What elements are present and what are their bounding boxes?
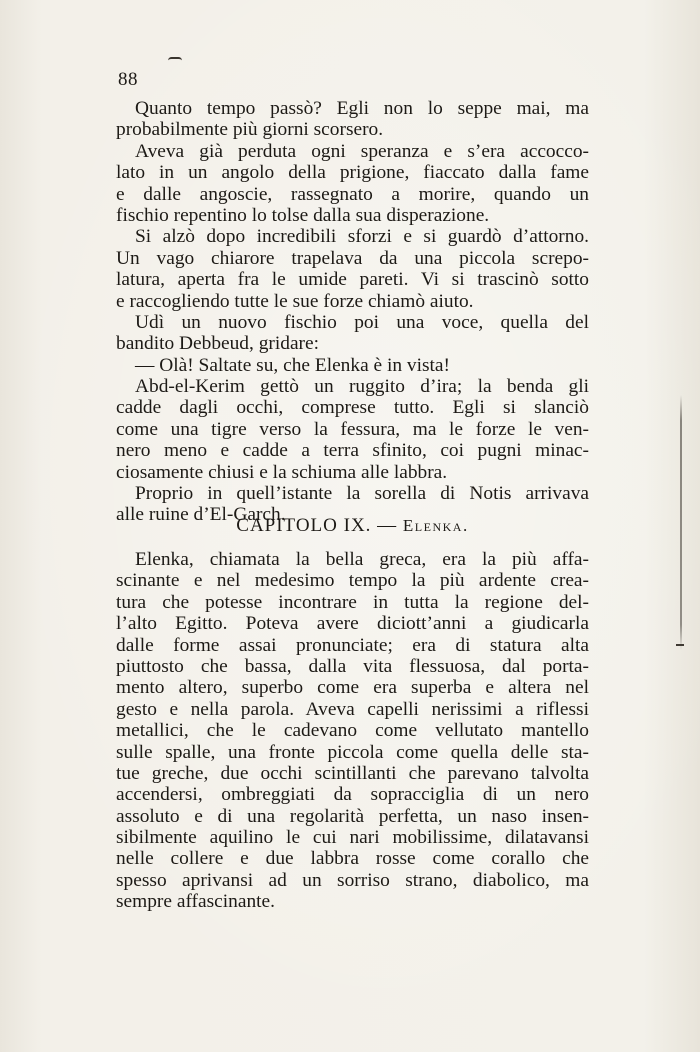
- text-line: l’alto Egitto. Poteva avere diciott’anni a giudicarla: [116, 613, 589, 635]
- text-line: nero meno e cadde a terra sfinito, coi pugni minac-: [116, 440, 589, 462]
- text-line: tue greche, due occhi scintillanti che parevano talvolta: [116, 762, 589, 784]
- text-block-top: [116, 98, 589, 526]
- text-line: cadde dagli occhi, comprese tutto. Egli si slanciò: [116, 397, 589, 419]
- chapter-title: Elenka.: [402, 516, 469, 535]
- text-line: mento altero, superbo come era superba e altera nel: [116, 677, 589, 699]
- text-line: metallici, che le cadevano come vellutato mantello: [116, 720, 589, 742]
- text-line: probabilmente più giorni scorsero.: [116, 119, 384, 141]
- chapter-heading: [116, 515, 589, 537]
- text-line: Udì un nuovo fischio poi una voce, quella del: [135, 311, 589, 333]
- paragraph: [116, 226, 589, 312]
- paragraph: [116, 355, 589, 376]
- text-line: — Olà! Saltate su, che Elenka è in vista!: [135, 354, 450, 376]
- text-line: sibilmente aquilino le cui nari mobilissime, dilatavansi: [116, 827, 589, 849]
- text-line: sulle spalle, una fronte piccola come quella delle sta-: [116, 741, 589, 763]
- text-line: gesto e nella parola. Aveva capelli nerissimi a riflessi: [116, 698, 589, 720]
- text-line: alle ruine d’El-Garch.: [116, 504, 286, 526]
- text-line: sempre affascinante.: [116, 891, 275, 913]
- text-line: Aveva già perduta ogni speranza e s’era accocco-: [135, 140, 589, 162]
- text-line: e raccogliendo tutte le sue forze chiamò aiuto.: [116, 290, 474, 312]
- paragraph: [116, 549, 589, 913]
- page-number: 88: [118, 69, 138, 90]
- chapter-number: CAPITOLO IX.: [236, 515, 372, 536]
- margin-pencil-mark: [680, 395, 682, 650]
- text-line: nelle collere e due labbra rosse come corallo che: [116, 848, 589, 870]
- ink-scribble: [168, 57, 182, 64]
- text-line: accendersi, ombreggiati da sopracciglia di un nero: [116, 784, 589, 806]
- text-line: Un vago chiarore trapelava da una piccola screpo-: [116, 247, 589, 269]
- paragraph: [116, 376, 589, 483]
- text-line: scinante e nel medesimo tempo la più ardente crea-: [116, 570, 589, 592]
- text-line: piuttosto che bassa, dalla vita flessuosa, dal porta-: [116, 655, 589, 677]
- text-line: assoluto e di una regolarità perfetta, un naso insen-: [116, 805, 589, 827]
- text-line: fischio repentino lo tolse dalla sua disperazione.: [116, 204, 490, 226]
- text-line: tura che potesse incontrare in tutta la regione del-: [116, 591, 589, 613]
- text-block-bottom: [116, 549, 589, 913]
- margin-pencil-tick: [676, 644, 684, 646]
- text-line: e dalle angoscie, rassegnato a morire, quando un: [116, 183, 589, 205]
- text-line: Si alzò dopo incredibili sforzi e si guardò d’attorno.: [135, 226, 589, 248]
- text-line: Proprio in quell’istante la sorella di Notis arrivava: [135, 483, 589, 505]
- text-line: Elenka, chiamata la bella greca, era la più affa-: [135, 549, 589, 570]
- text-line: lato in un angolo della prigione, fiaccato dalla fame: [116, 162, 589, 184]
- text-line: dalle forme assai pronunciate; era di statura alta: [116, 634, 589, 656]
- paragraph: [116, 312, 589, 355]
- text-line: Quanto tempo passò? Egli non lo seppe mai, ma: [135, 98, 589, 119]
- text-line: Abd-el-Kerim gettò un ruggito d’ira; la benda gli: [135, 376, 589, 398]
- text-line: spesso aprivansi ad un sorriso strano, diabolico, ma: [116, 869, 589, 891]
- text-line: bandito Debbeud, gridare:: [116, 333, 319, 355]
- text-line: ciosamente chiusi e la schiuma alle labbra.: [116, 461, 448, 483]
- paragraph: [116, 141, 589, 227]
- text-line: latura, aperta fra le umide pareti. Vi si trascinò sotto: [116, 269, 589, 291]
- text-line: come una tigre verso la fessura, ma le forze le ven-: [116, 418, 589, 440]
- paragraph: [116, 98, 589, 141]
- chapter-dash: —: [377, 515, 398, 536]
